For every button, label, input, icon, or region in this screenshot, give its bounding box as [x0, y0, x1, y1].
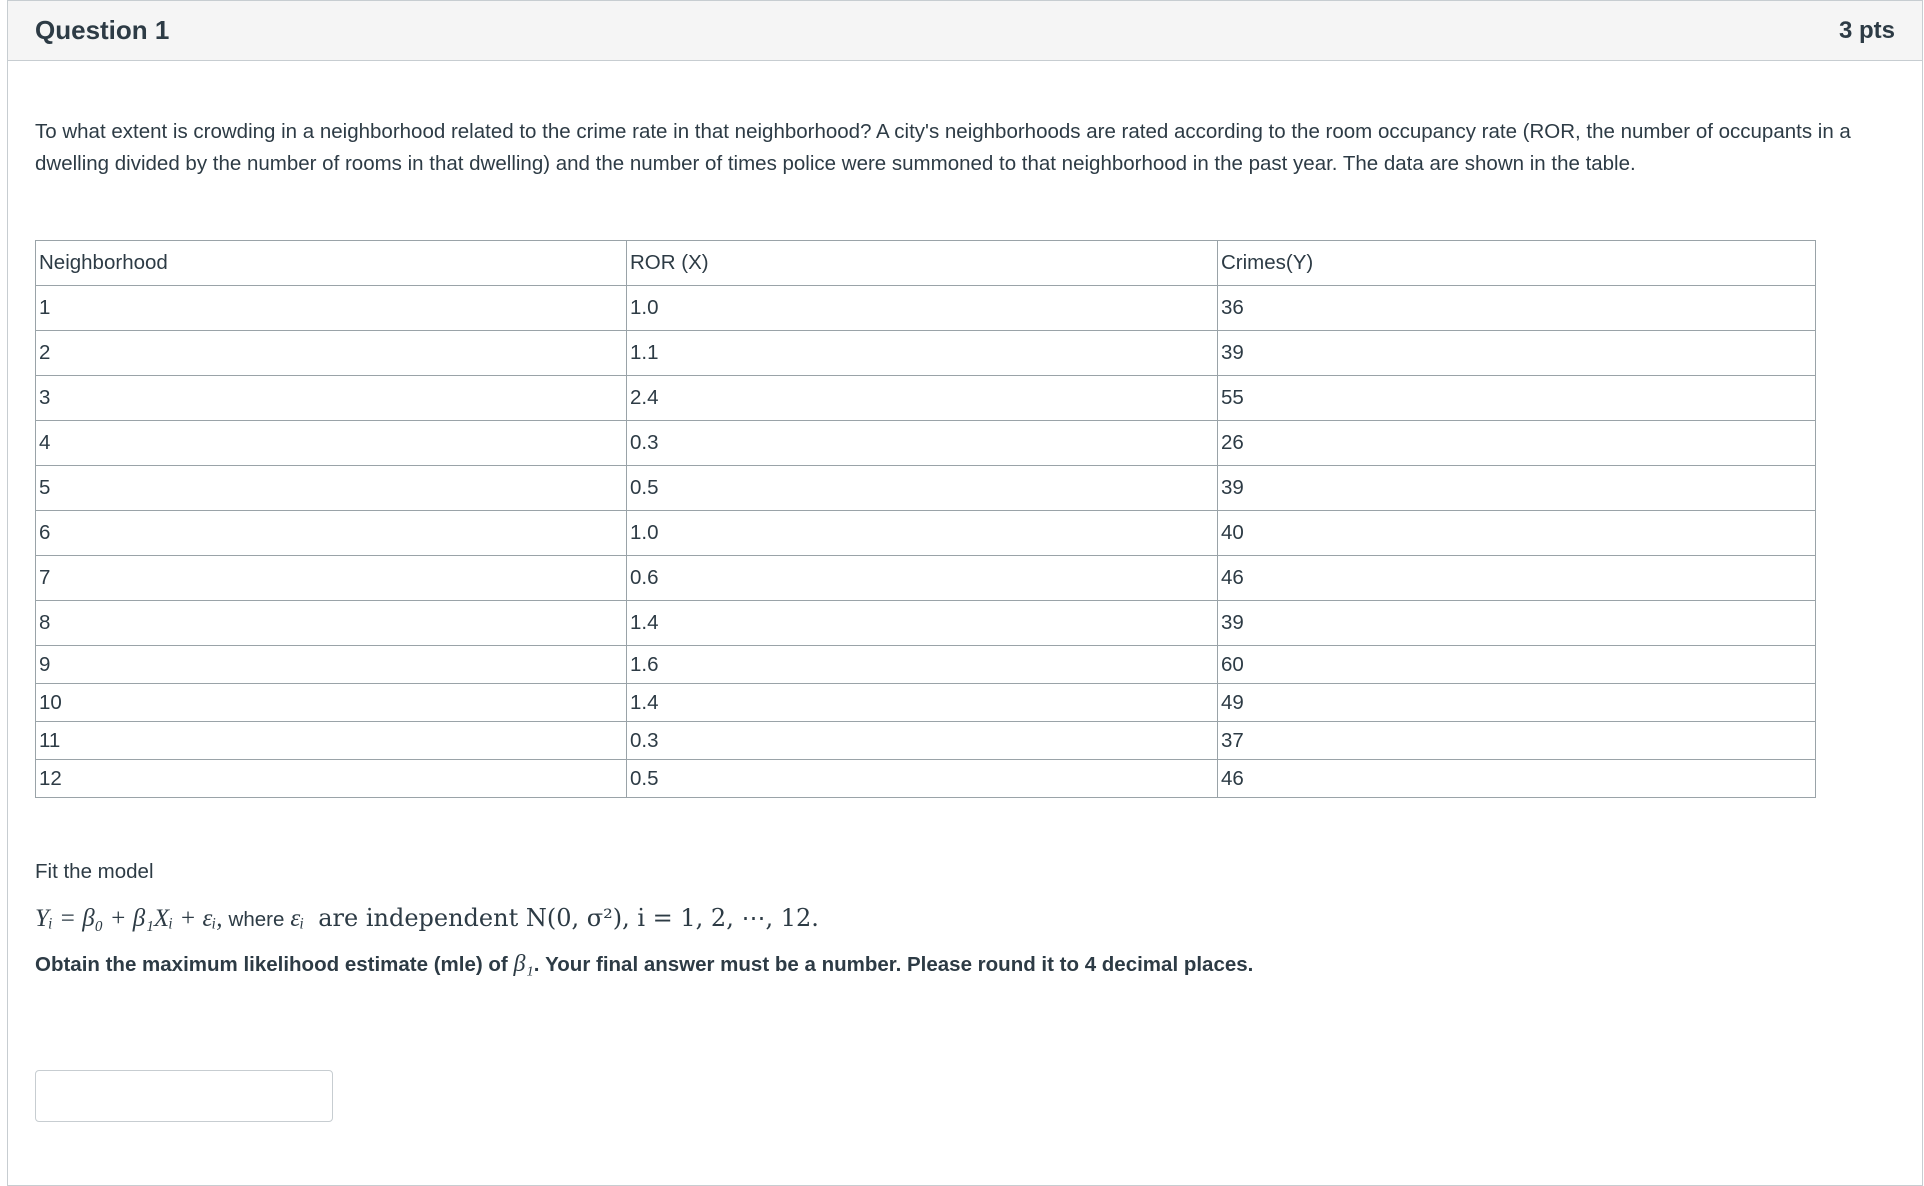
question-card	[7, 0, 1923, 1186]
table-cell: 1.4	[627, 601, 1218, 646]
table-cell: 39	[1218, 601, 1816, 646]
table-cell: 39	[1218, 466, 1816, 511]
table-cell: 9	[36, 646, 627, 684]
table-cell: 5	[36, 466, 627, 511]
table-cell: 46	[1218, 760, 1816, 798]
table-header-row	[36, 241, 1816, 286]
table-cell: 7	[36, 556, 627, 601]
table-cell: 1.0	[627, 511, 1218, 556]
table-row	[36, 421, 1816, 466]
table-cell: 12	[36, 760, 627, 798]
table-cell: 36	[1218, 286, 1816, 331]
table-cell: 1	[36, 286, 627, 331]
fit-label: Fit the model	[35, 860, 154, 883]
instruction-part2: . Your final answer must be a number. Please round it to 4 decimal places.	[533, 953, 1254, 976]
epsilon-symbol: εᵢ	[290, 905, 305, 932]
table-cell: 4	[36, 421, 627, 466]
table-cell: 0.3	[627, 722, 1218, 760]
table-row	[36, 760, 1816, 798]
where-text: where	[228, 908, 285, 931]
model-equation	[35, 904, 1895, 933]
header-cell: Neighborhood	[36, 241, 627, 286]
table-cell: 0.6	[627, 556, 1218, 601]
table-cell: 1.6	[627, 646, 1218, 684]
table-row	[36, 286, 1816, 331]
table-cell: 37	[1218, 722, 1816, 760]
table-row	[36, 601, 1816, 646]
table-cell: 10	[36, 684, 627, 722]
instruction-part1: Obtain the maximum likelihood estimate (mle) of	[35, 953, 508, 976]
table-row	[36, 722, 1816, 760]
equation-text: Yᵢ = β₀ + β₁Xᵢ + εᵢ,	[35, 905, 223, 932]
table-cell: 1.1	[627, 331, 1218, 376]
table-cell: 8	[36, 601, 627, 646]
table-cell: 0.5	[627, 760, 1218, 798]
question-header	[8, 1, 1922, 61]
header-cell: ROR (X)	[627, 241, 1218, 286]
table-cell: 40	[1218, 511, 1816, 556]
table-row	[36, 556, 1816, 601]
table-row	[36, 646, 1816, 684]
table-cell: 2	[36, 331, 627, 376]
table-cell: 46	[1218, 556, 1816, 601]
table-cell: 26	[1218, 421, 1816, 466]
question-prompt: To what extent is crowding in a neighborhood related to the crime rate in that neighborhood? A city's neighborhoods are rated according to the room occupancy rate (ROR, the number of occupants in a dwelling divided by the number of rooms in that dwelling) and the number of times police were summoned to that neighborhood in the past year. The data are shown in the table.	[35, 120, 1851, 175]
table-cell: 2.4	[627, 376, 1218, 421]
table-cell: 3	[36, 376, 627, 421]
question-points: 3 pts	[1838, 16, 1895, 44]
table-row	[36, 331, 1816, 376]
table-cell: 1.4	[627, 684, 1218, 722]
data-table	[35, 240, 1816, 798]
table-cell: 49	[1218, 684, 1816, 722]
table-cell: 0.5	[627, 466, 1218, 511]
table-cell: 11	[36, 722, 627, 760]
beta1-symbol: β₁	[513, 951, 534, 977]
table-row	[36, 684, 1816, 722]
answer-input[interactable]	[35, 1070, 333, 1122]
equation-tail: are independent N(0, σ²), i = 1, 2, ⋯, 12.	[318, 904, 819, 932]
header-cell: Crimes(Y)	[1218, 241, 1816, 286]
table-cell: 60	[1218, 646, 1816, 684]
table-row	[36, 376, 1816, 421]
question-body	[8, 116, 1922, 1122]
instruction-text	[35, 951, 1895, 978]
table-cell: 6	[36, 511, 627, 556]
table-cell: 39	[1218, 331, 1816, 376]
table-row	[36, 511, 1816, 556]
question-title: Question 1	[35, 15, 170, 45]
table-cell: 0.3	[627, 421, 1218, 466]
table-cell: 55	[1218, 376, 1816, 421]
table-row	[36, 466, 1816, 511]
table-cell: 1.0	[627, 286, 1218, 331]
